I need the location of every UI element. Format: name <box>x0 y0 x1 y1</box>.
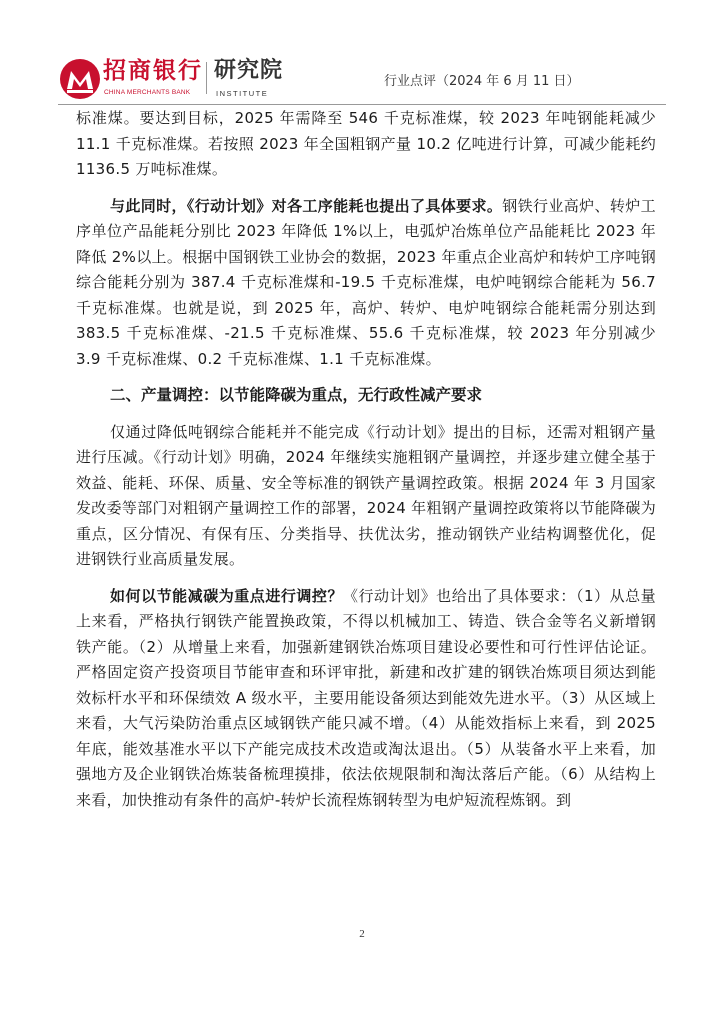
bank-name-cn: 招商银行 <box>103 58 203 84</box>
paragraph-text: 《行动计划》也给出了具体要求：（1）从总量上来看，严格执行钢铁产能置换政策，不得以机械加工、铸造、铁合金等名义新增钢铁产能。（2）从增量上来看，加强新建钢铁冶炼项目建设必要性和可行性评估论证。严格固定资产投资项目节能审查和环评审批，新建和改扩建的钢铁冶炼项目须达到能效标杆水平和环保绩效 A 级水平，主要用能设备须达到能效先进水平。（3）从区域上来看，大气污染防治重点区域钢铁产能只减不增。（4）从能效指标上来看，到 2025 年底，能效基准水平以下产能完成技术改造或淘汰退出。（5）从装备水平上来看，加强地方及企业钢铁冶炼装备梳理摸排，依法依规限制和淘汰落后产能。（6）从结构上来看，加快推动有条件的高炉-转炉长流程炼钢转型为电炉短流程炼钢。到 <box>76 586 656 809</box>
section-heading: 二、产量调控：以节能降碳为重点，无行政性减产要求 <box>110 386 483 404</box>
paragraph-lead: 如何以节能减碳为重点进行调控？ <box>110 586 343 605</box>
page-header <box>0 0 724 108</box>
bank-name-en: CHINA MERCHANTS BANK <box>104 89 191 96</box>
document-body <box>76 106 656 813</box>
paragraph-lead: 与此同时，《行动计划》对各工序能耗也提出了具体要求。 <box>110 196 503 215</box>
page-number: 2 <box>359 928 365 940</box>
paragraph-energy-target: 标准煤。要达到目标，2025 年需降至 546 千克标准煤，较 2023 年吨钢能耗减少 11.1 千克标准煤。若按照 2023 年全国粗钢产量 10.2 亿吨进行计算，可减少能耗约 1136.5 万吨标准煤。 <box>76 109 656 178</box>
report-type-date: 行业点评（2024 年 6 月 11 日） <box>384 74 580 89</box>
institute-name-cn: 研究院 <box>214 58 284 83</box>
header-divider <box>58 104 666 105</box>
paragraph-control-requirements <box>76 584 656 814</box>
cmb-logo-icon <box>58 57 102 101</box>
paragraph-output-control: 仅通过降低吨钢综合能耗并不能完成《行动计划》提出的目标，还需对粗钢产量进行压减。《行动计划》明确，2024 年继续实施粗钢产量调控，并逐步建立健全基于效益、能耗、环保、质量、安全等标准的钢铁产量调控政策。根据 2024 年 3 月国家发改委等部门对粗钢产量调控工作的部署，2024 年粗钢产量调控政策将以节能降碳为重点，区分情况、有保有压、分类指导、扶优汰劣，推动钢铁产业结构调整优化，促进钢铁行业高质量发展。 <box>76 422 656 568</box>
paragraph-process-energy <box>76 194 656 373</box>
paragraph-text: 钢铁行业高炉、转炉工序单位产品能耗分别比 2023 年降低 1%以上，电弧炉冶炼单位产品能耗比 2023 年降低 2%以上。根据中国钢铁工业协会的数据，2023 年重点企业高炉和转炉工序吨钢综合能耗分别为 387.4 千克标准煤和-19.5 千克标准煤，电炉吨钢综合能耗为 56.7 千克标准煤。也就是说，到 2025 年，高炉、转炉、电炉吨钢综合能耗需分别达到 383.5 千克标准煤、-21.5 千克标准煤、55.6 千克标准煤，较 2023 年分别减少 3.9 千克标准煤、0.2 千克标准煤、1.1 千克标准煤。 <box>76 196 656 368</box>
logo-divider <box>206 62 207 94</box>
institute-name-en: INSTITUTE <box>216 89 269 98</box>
